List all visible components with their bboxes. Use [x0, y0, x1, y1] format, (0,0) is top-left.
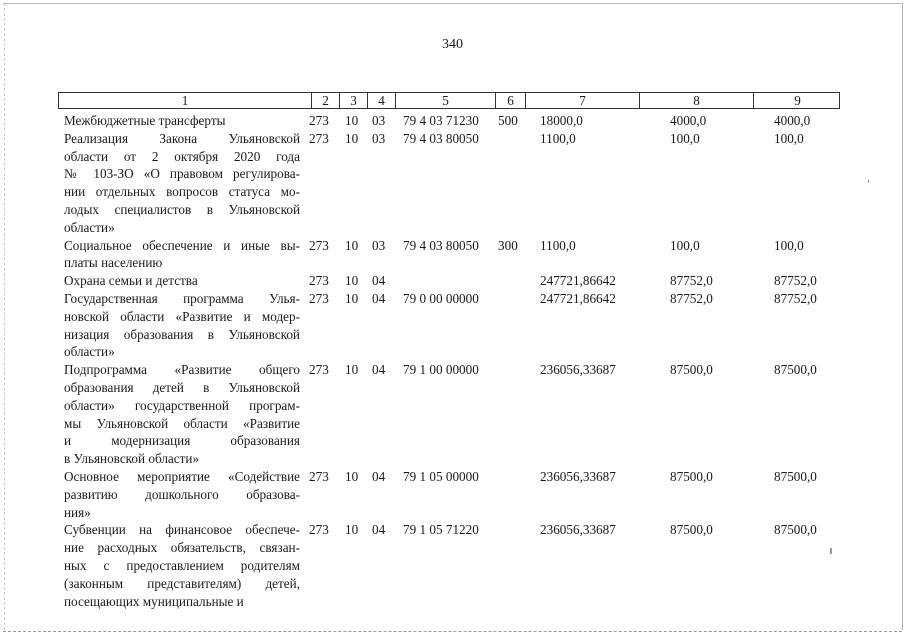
description-line: лодых специалистов в Ульяновской: [64, 201, 300, 217]
row-cell-col9: 100,0: [774, 237, 804, 253]
row-description: [64, 290, 300, 361]
description-line: Охрана семьи и детства: [64, 273, 198, 289]
row-description: [64, 361, 300, 468]
row-cell-col7: 236056,33687: [540, 468, 616, 484]
description-line: № 103-ЗО «О правовом регулирова-: [64, 166, 300, 182]
description-line: мы Ульяновской области «Развитие: [64, 415, 300, 431]
row-cell-col6: 300: [498, 237, 518, 253]
row-cell-col4: 04: [372, 362, 386, 378]
description-line: и модернизация образования: [64, 433, 300, 449]
page-frame-bottom: [3, 631, 902, 632]
table-row: [0, 272, 905, 290]
row-cell-col5: 79 0 00 00000: [403, 290, 479, 306]
row-cell-col7: 18000,0: [540, 113, 583, 128]
description-line: ния»: [64, 504, 91, 520]
row-cell-col5: 79 4 03 80050: [403, 237, 479, 253]
row-cell-col4: 04: [372, 290, 386, 306]
row-cell-col7: 236056,33687: [540, 362, 616, 378]
description-line: посещающих муниципальные и: [64, 593, 244, 609]
description-line: области» государственной програм-: [64, 397, 300, 413]
row-description: [64, 237, 300, 273]
row-cell-col2: 273: [309, 522, 329, 538]
description-line: в Ульяновской области»: [64, 451, 200, 467]
header-cell-5: 5: [395, 93, 495, 108]
description-line: развитию дошкольного образова-: [64, 486, 300, 502]
row-cell-col3: 10: [345, 237, 359, 253]
row-cell-col9: 87752,0: [774, 290, 817, 306]
row-cell-col5: 79 1 05 71220: [403, 522, 479, 538]
description-line: Субвенции на финансовое обеспече-: [64, 522, 300, 538]
row-cell-col3: 10: [345, 522, 359, 538]
row-cell-col9: 87500,0: [774, 468, 817, 484]
header-cell-1: 1: [181, 93, 189, 108]
table-row: [0, 521, 905, 610]
table-row: [0, 468, 905, 521]
row-cell-col5: 79 4 03 80050: [403, 130, 479, 146]
row-cell-col8: 87500,0: [670, 522, 713, 538]
row-cell-col3: 10: [345, 130, 359, 146]
table-row: [0, 112, 905, 130]
row-description: [64, 468, 300, 521]
row-cell-col4: 03: [372, 113, 386, 128]
row-cell-col2: 273: [309, 362, 329, 378]
description-line: области»: [64, 344, 115, 360]
row-cell-col8: 4000,0: [670, 113, 707, 128]
header-cell-7: 7: [525, 93, 639, 108]
row-cell-col7: 247721,86642: [540, 273, 616, 289]
description-line: области от 2 октября 2020 года: [64, 148, 300, 164]
description-line: Государственная программа Улья-: [64, 290, 300, 306]
description-line: области»: [64, 219, 115, 235]
row-cell-col9: 87752,0: [774, 273, 817, 289]
row-description: [64, 272, 300, 290]
row-cell-col2: 273: [309, 290, 329, 306]
row-cell-col5: 79 1 05 00000: [403, 468, 479, 484]
row-cell-col5: 79 4 03 71230: [403, 113, 479, 128]
row-cell-col5: 79 1 00 00000: [403, 362, 479, 378]
row-cell-col3: 10: [345, 113, 359, 128]
budget-table-body: [0, 112, 905, 610]
row-cell-col8: 87500,0: [670, 362, 713, 378]
row-cell-col3: 10: [345, 290, 359, 306]
row-cell-col7: 247721,86642: [540, 290, 616, 306]
row-cell-col8: 87752,0: [670, 273, 713, 289]
row-cell-col9: 100,0: [774, 130, 804, 146]
table-header: [58, 92, 840, 109]
row-cell-col3: 10: [345, 362, 359, 378]
description-line: Реализация Закона Ульяновской: [64, 130, 300, 146]
description-line: Социальное обеспечение и иные вы-: [64, 237, 300, 253]
header-cell-6: 6: [495, 93, 525, 108]
row-cell-col8: 100,0: [670, 130, 700, 146]
description-line: ние расходных обязательств, связан-: [64, 540, 300, 556]
description-line: (законным представителям) детей,: [64, 575, 300, 591]
row-cell-col7: 1100,0: [540, 130, 576, 146]
row-cell-col9: 87500,0: [774, 522, 817, 538]
row-cell-col4: 03: [372, 237, 386, 253]
row-cell-col4: 04: [372, 522, 386, 538]
row-cell-col2: 273: [309, 468, 329, 484]
header-cell-3: 3: [339, 93, 367, 108]
row-cell-col4: 04: [372, 468, 386, 484]
header-cell-9: 9: [753, 93, 841, 108]
row-cell-col2: 273: [309, 113, 329, 128]
row-cell-col2: 273: [309, 273, 329, 289]
row-cell-col7: 236056,33687: [540, 522, 616, 538]
description-line: низация образования в Ульяновской: [64, 326, 300, 342]
table-row: [0, 361, 905, 468]
description-line: Межбюджетные трансферты: [64, 113, 226, 128]
description-line: образования детей в Ульяновской: [64, 379, 300, 395]
page-frame-top: [3, 3, 902, 4]
description-line: нии отдельных вопросов статуса мо-: [64, 184, 300, 200]
description-line: новской области «Развитие и модер-: [64, 308, 300, 324]
header-cell-8: 8: [639, 93, 753, 108]
description-line: Основное мероприятие «Содействие: [64, 468, 300, 484]
row-cell-col9: 4000,0: [774, 113, 811, 128]
row-cell-col8: 87752,0: [670, 290, 713, 306]
row-cell-col8: 87500,0: [670, 468, 713, 484]
row-cell-col3: 10: [345, 273, 359, 289]
row-cell-col3: 10: [345, 468, 359, 484]
row-cell-col6: 500: [498, 113, 518, 128]
row-cell-col2: 273: [309, 237, 329, 253]
row-cell-col8: 100,0: [670, 237, 700, 253]
table-row: [0, 237, 905, 273]
description-line: ных с предоставлением родителям: [64, 557, 300, 573]
row-description: [64, 130, 300, 237]
row-cell-col2: 273: [309, 130, 329, 146]
table-row: [0, 290, 905, 361]
row-cell-col4: 03: [372, 130, 386, 146]
header-cell-4: 4: [367, 93, 395, 108]
header-cell-2: 2: [311, 93, 339, 108]
description-line: Подпрограмма «Развитие общего: [64, 362, 300, 378]
row-cell-col4: 04: [372, 273, 386, 289]
row-cell-col9: 87500,0: [774, 362, 817, 378]
row-description: [64, 112, 300, 130]
row-description: [64, 521, 300, 610]
table-row: [0, 130, 905, 237]
description-line: платы населению: [64, 255, 163, 271]
row-cell-col7: 1100,0: [540, 237, 576, 253]
page-number: 340: [442, 37, 463, 52]
